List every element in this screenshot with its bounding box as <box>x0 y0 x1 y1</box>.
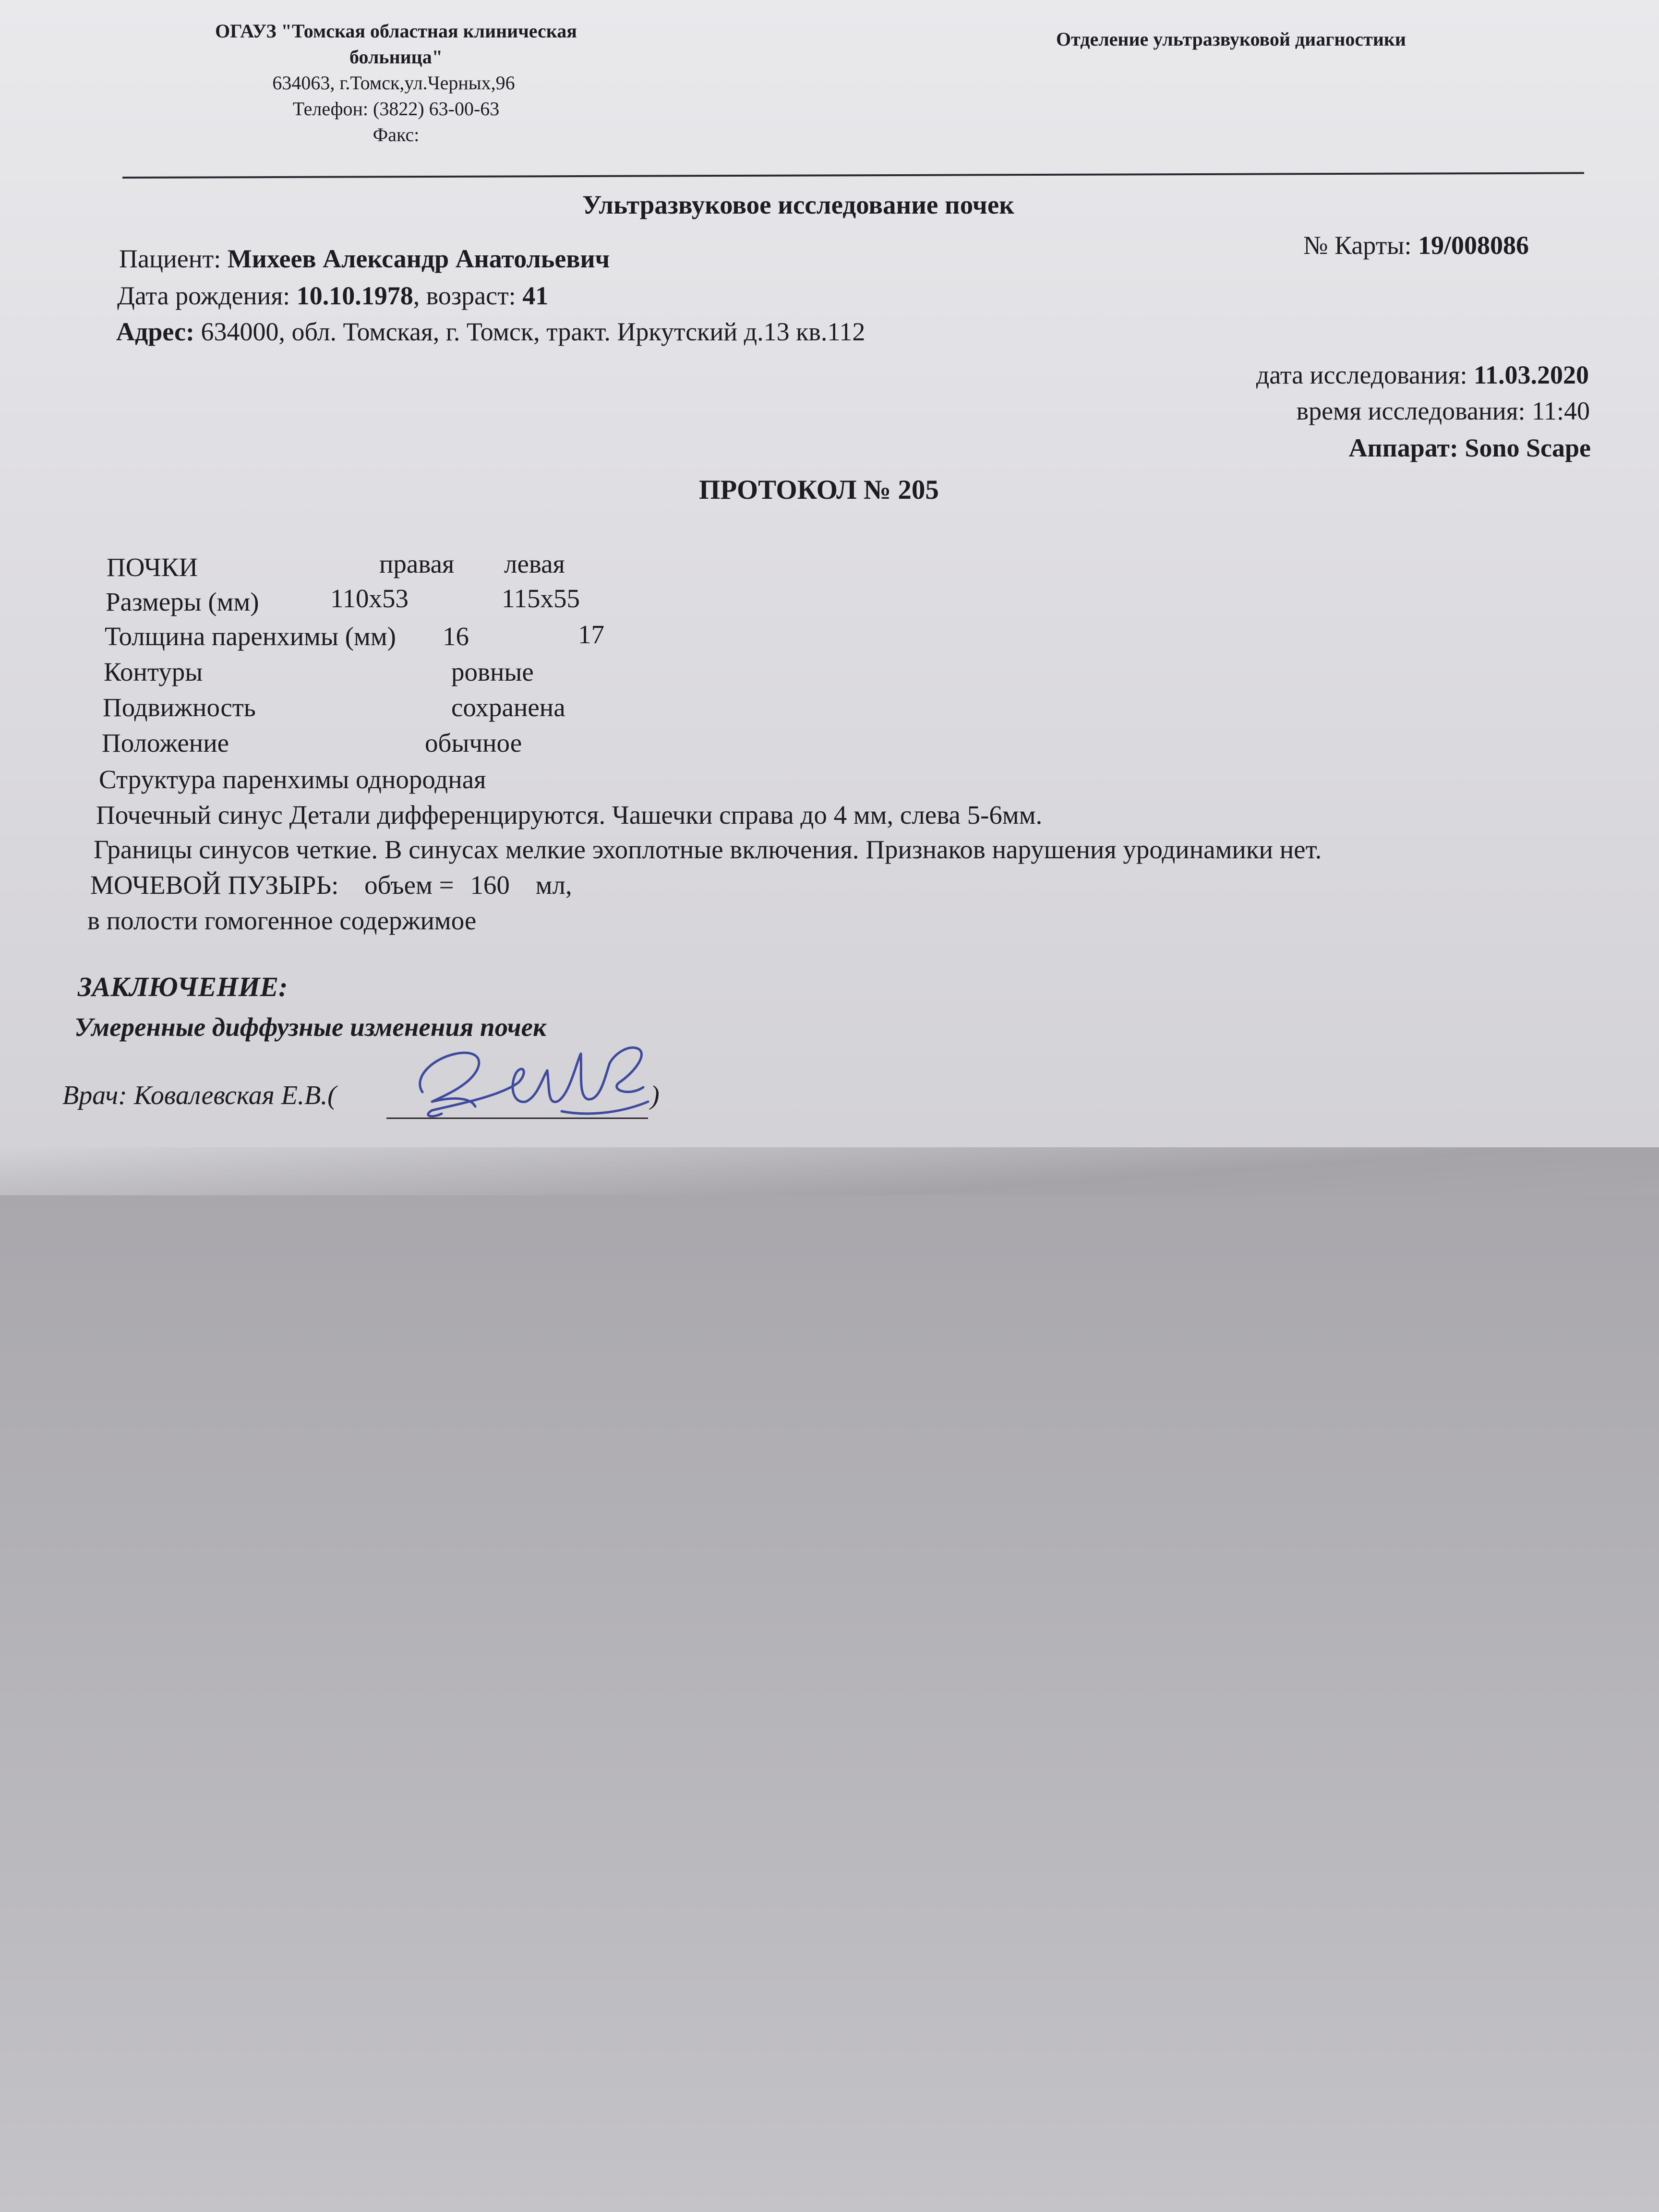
hospital-header <box>163 18 629 148</box>
conclusion-text: Умеренные диффузные изменения почек <box>74 1012 546 1042</box>
age-label: , возраст: <box>413 281 516 310</box>
patient-name-label: Пациент: <box>119 244 221 273</box>
study-time-row <box>1297 396 1590 426</box>
parenchyma-right: 16 <box>443 622 469 651</box>
parenchyma-left: 17 <box>578 620 604 649</box>
left-column-label: левая <box>504 549 565 578</box>
handwritten-signature <box>403 1025 691 1126</box>
study-date-label: дата исследования: <box>1256 361 1467 389</box>
hospital-address: 634063, г.Томск,ул.Черных,96 <box>272 72 515 94</box>
bladder-volume-label: объем = <box>364 870 454 900</box>
hospital-name-line2: больница" <box>349 46 443 68</box>
department-name: Отделение ультразвуковой диагностики <box>1056 28 1406 50</box>
conclusion-heading: ЗАКЛЮЧЕНИЕ: <box>78 971 288 1002</box>
contours-label: Контуры <box>104 657 203 686</box>
address-value: 634000, обл. Томская, г. Томск, тракт. Иркутский д.13 кв.112 <box>201 317 866 346</box>
right-column-label: правая <box>379 549 455 578</box>
sinus-borders-line: Границы синусов четкие. В синусах мелкие эхоплотные включения. Признаков нарушения уродинамики нет. <box>94 835 1322 864</box>
parenchyma-label: Толщина паренхимы (мм) <box>105 622 396 651</box>
birth-date: 10.10.1978 <box>296 281 413 310</box>
card-number: 19/008086 <box>1418 231 1529 260</box>
patient-name: Михеев Александр Анатольевич <box>227 244 610 273</box>
address-row <box>116 317 865 347</box>
birth-label: Дата рождения: <box>117 281 290 310</box>
age-value: 41 <box>522 281 549 310</box>
bladder-label: МОЧЕВОЙ ПУЗЫРЬ: <box>90 870 339 900</box>
kidneys-label: ПОЧКИ <box>107 553 198 582</box>
card-label: № Карты: <box>1303 231 1412 260</box>
card-number-row <box>1303 230 1529 260</box>
study-time: 11:40 <box>1532 397 1590 425</box>
doctor-label: Врач: Ковалевская Е.В.( <box>62 1081 337 1110</box>
protocol-title: ПРОТОКОЛ № 205 <box>699 475 939 505</box>
bladder-content: в полости гомогенное содержимое <box>87 906 477 935</box>
bladder-unit: мл, <box>535 870 572 900</box>
paper-lower-half <box>0 1195 1659 2212</box>
size-left: 115x55 <box>502 584 580 613</box>
patient-name-row <box>119 244 610 274</box>
birth-row <box>117 281 548 311</box>
device-row <box>1349 433 1591 463</box>
hospital-fax: Факс: <box>373 124 420 145</box>
hospital-name-line1: ОГАУЗ "Томская областная клиническая <box>215 20 577 42</box>
bladder-volume: 160 <box>470 870 510 900</box>
parenchyma-structure: Структура паренхимы однородная <box>99 765 486 794</box>
size-right: 110x53 <box>330 584 409 613</box>
study-date-row <box>1256 360 1589 390</box>
renal-sinus-line: Почечный синус Детали дифференцируются. Чашечки справа до 4 мм, слева 5-6мм. <box>96 800 1043 830</box>
size-label: Размеры (мм) <box>106 587 259 616</box>
bladder-row <box>90 870 572 900</box>
mobility-label: Подвижность <box>103 693 256 722</box>
signature-close-paren: ) <box>650 1081 660 1110</box>
position-value: обычное <box>425 728 522 757</box>
mobility-value: сохранена <box>451 693 565 722</box>
study-date: 11.03.2020 <box>1473 361 1589 389</box>
contours-value: ровные <box>451 657 534 686</box>
device-label: Аппарат: <box>1348 433 1458 462</box>
position-label: Положение <box>102 728 229 757</box>
hospital-phone: Телефон: (3822) 63-00-63 <box>292 98 500 120</box>
device-name: Sono Scape <box>1465 433 1591 462</box>
study-time-label: время исследования: <box>1296 397 1526 425</box>
address-label: Адрес: <box>116 317 194 346</box>
document-title: Ультразвуковое исследование почек <box>582 190 1014 219</box>
